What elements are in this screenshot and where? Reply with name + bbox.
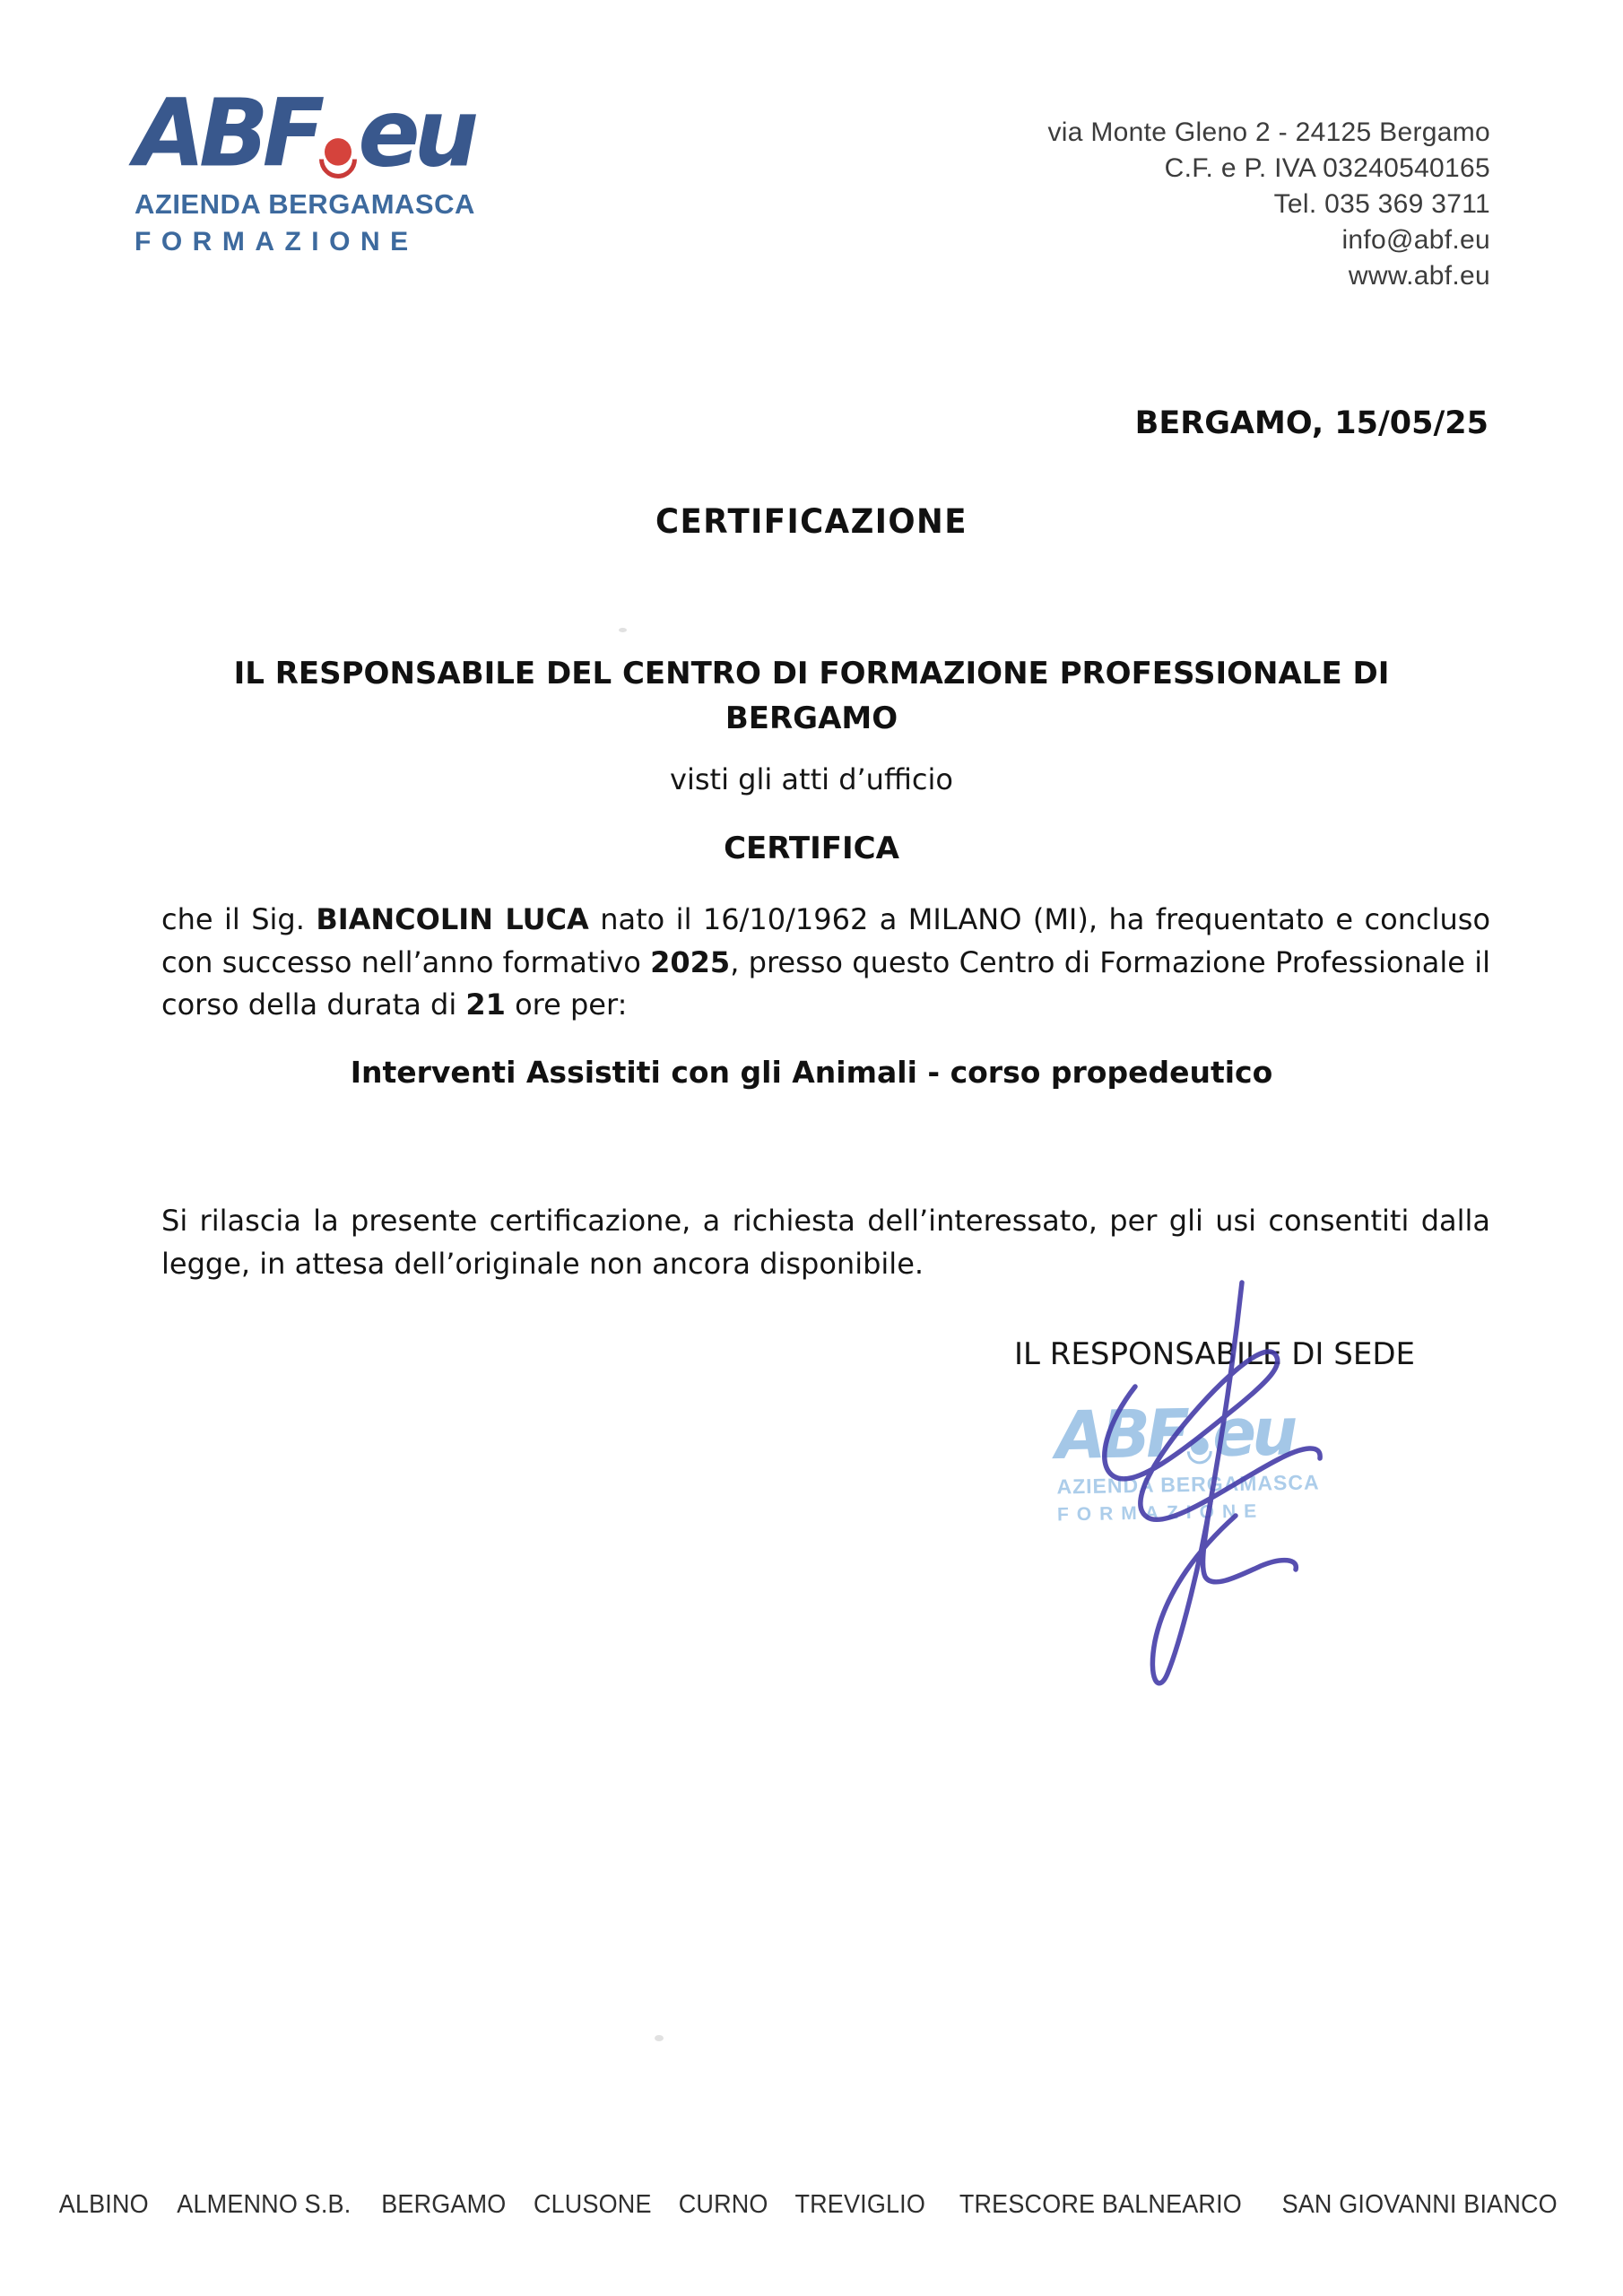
abf-logo-abf-text: ABF xyxy=(135,79,319,189)
issuer-heading xyxy=(148,651,1475,741)
footer-location: TRESCORE BALNEARIO xyxy=(959,2190,1242,2219)
contact-vat: C.F. e P. IVA 03240540165 xyxy=(1164,153,1490,183)
footer-location: CLUSONE xyxy=(534,2190,652,2219)
course-hours: 21 xyxy=(465,987,506,1022)
training-year: 2025 xyxy=(650,944,731,979)
place-and-date: BERGAMO, 15/05/25 xyxy=(1134,405,1488,441)
footer-location: CURNO xyxy=(678,2190,768,2219)
footer-location: TREVIGLIO xyxy=(794,2190,925,2219)
abf-logo-wordmark xyxy=(135,79,473,189)
footer-location: BERGAMO xyxy=(381,2190,507,2219)
premise-line: visti gli atti d’ufficio xyxy=(670,762,953,796)
abf-logo-formazione: FORMAZIONE xyxy=(135,227,419,257)
contact-block xyxy=(1047,115,1490,294)
student-name: BIANCOLIN LUCA xyxy=(316,902,589,936)
stamp-azienda-bergamasca: AZIENDA BERGAMASCA xyxy=(1056,1470,1320,1499)
scan-artifact xyxy=(619,628,627,632)
scan-artifact xyxy=(655,2035,664,2041)
footer-location: ALMENNO S.B. xyxy=(177,2190,352,2219)
contact-website: www.abf.eu xyxy=(1348,261,1490,291)
stamp-wordmark: ABF eu xyxy=(1055,1393,1295,1474)
footer-locations xyxy=(56,2190,1567,2220)
handwritten-signature xyxy=(1024,1277,1356,1717)
contact-address: via Monte Gleno 2 - 24125 Bergamo xyxy=(1047,117,1490,147)
certifies-line: CERTIFICA xyxy=(724,831,899,866)
abf-logo xyxy=(135,79,475,257)
issuer-heading-line1: IL RESPONSABILE DEL CENTRO DI FORMAZIONE PROFESSIONALE DI xyxy=(233,656,1390,691)
signatory-role: IL RESPONSABILE DI SEDE xyxy=(1014,1336,1415,1372)
abf-logo-eu-text: eu xyxy=(358,79,473,189)
abf-logo-azienda-bergamasca: AZIENDA BERGAMASCA xyxy=(135,188,475,220)
issuer-heading-line2: BERGAMO xyxy=(725,700,898,736)
course-title: Interventi Assistiti con gli Animali - corso propedeutico xyxy=(350,1055,1273,1090)
document-title: CERTIFICAZIONE xyxy=(655,502,968,541)
contact-phone: Tel. 035 369 3711 xyxy=(1273,189,1490,219)
contact-email: info@abf.eu xyxy=(1341,225,1490,255)
abf-logo-red-dot-icon xyxy=(318,89,358,180)
certification-paragraph: che il Sig. BIANCOLIN LUCA nato il 16/10/1962 a MILANO (MI), ha frequentato e concluso con successo nell’anno formativo 2025, presso questo Centro di Formazione Professionale il corso della durata di 21 ore per: xyxy=(161,902,1491,1022)
footer-location: SAN GIOVANNI BIANCO xyxy=(1281,2190,1558,2219)
footer-location: ALBINO xyxy=(58,2190,149,2219)
stamp-formazione: FORMAZIONE xyxy=(1056,1500,1265,1526)
release-paragraph: Si rilascia la presente certificazione, a richiesta dell’interessato, per gli usi consentiti dalla legge, in attesa dell’originale non ancora disponibile. xyxy=(161,1204,1490,1281)
